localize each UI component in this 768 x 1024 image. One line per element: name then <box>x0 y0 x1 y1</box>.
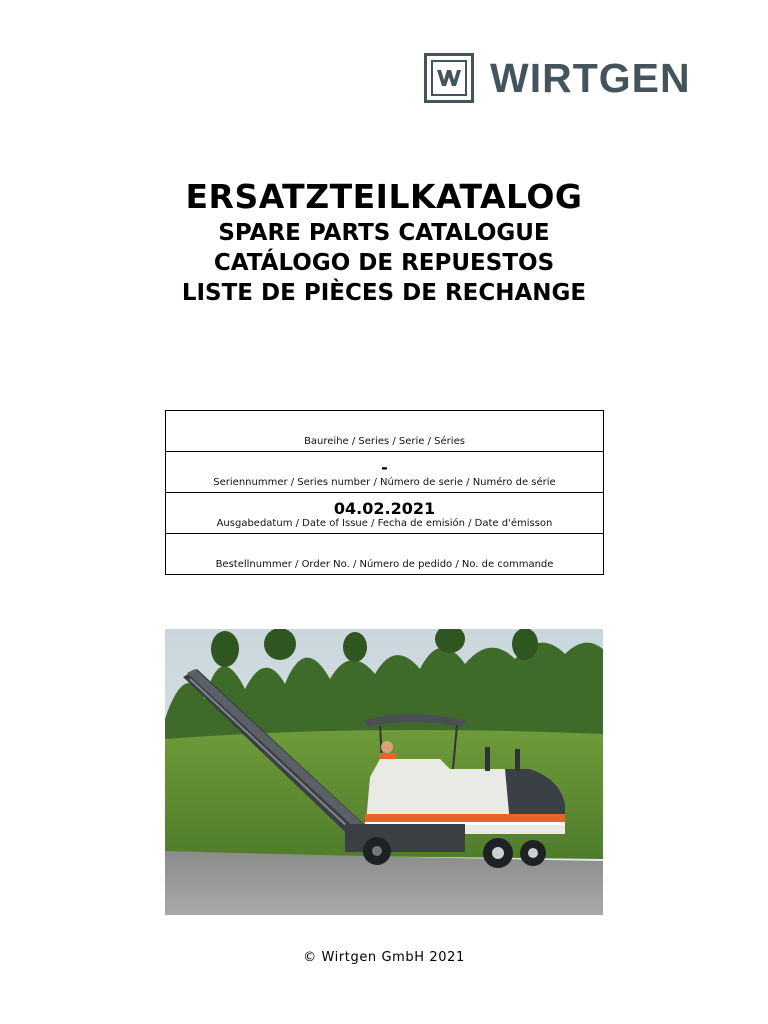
issue-date-value: 04.02.2021 <box>333 499 436 518</box>
issue-date-row <box>166 493 604 534</box>
title-german: ERSATZTEILKATALOG <box>185 177 583 216</box>
serial-label: Seriennummer / Series number / Número de serie / Numéro de série <box>213 477 556 488</box>
series-row <box>166 411 604 452</box>
issue-date-label: Ausgabedatum / Date of Issue / Fecha de emisión / Date d'émisson <box>216 518 553 529</box>
copyright-notice: © Wirtgen GmbH 2021 <box>303 950 465 965</box>
serial-row <box>166 452 604 493</box>
wirtgen-logo <box>424 53 691 103</box>
series-cell <box>166 411 604 452</box>
catalogue-titles <box>0 176 768 308</box>
issue-date-cell <box>166 493 604 534</box>
serial-value: - <box>381 458 388 477</box>
title-english: SPARE PARTS CATALOGUE <box>218 220 550 246</box>
cold-milling-machine-photo <box>165 629 603 915</box>
title-spanish: CATÁLOGO DE REPUESTOS <box>213 250 555 276</box>
order-row <box>166 534 604 575</box>
title-french: LISTE DE PIÈCES DE RECHANGE <box>181 280 587 306</box>
brand-name: WIRTGEN <box>490 55 691 101</box>
order-cell <box>166 534 604 575</box>
catalogue-info-table <box>165 410 604 575</box>
order-label: Bestellnummer / Order No. / Número de pedido / No. de commande <box>215 559 554 570</box>
wirtgen-logo-mark-icon <box>424 53 474 103</box>
serial-cell <box>166 452 604 493</box>
series-label: Baureihe / Series / Serie / Séries <box>304 436 465 447</box>
